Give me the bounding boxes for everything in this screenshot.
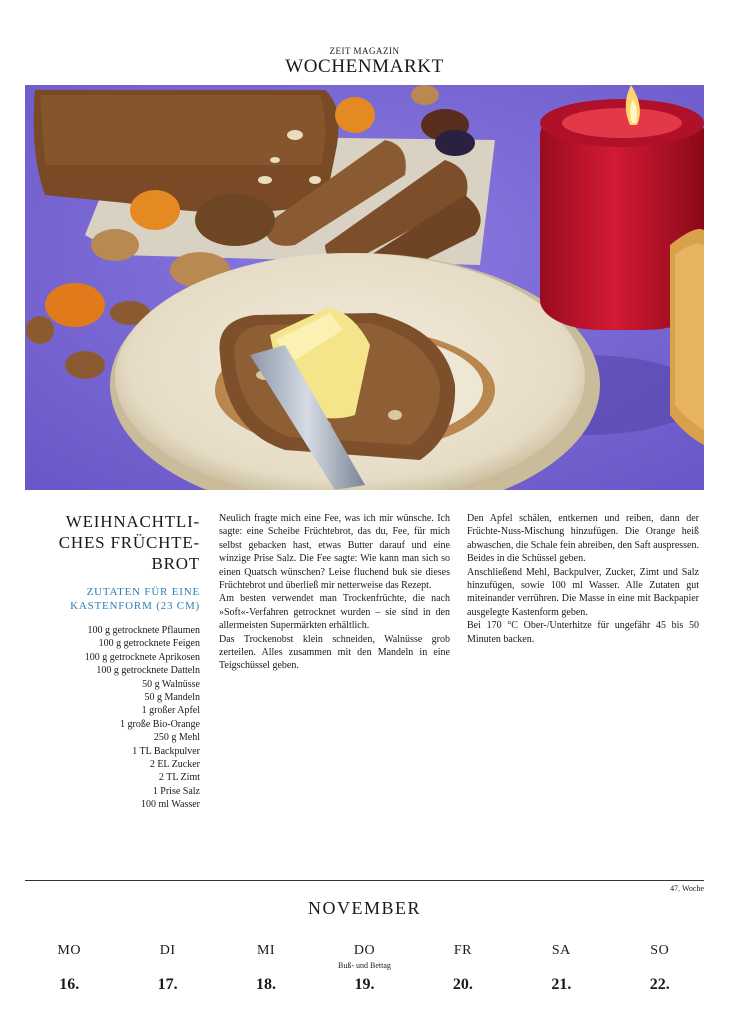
day-holiday [512, 960, 610, 972]
day-number: 17. [157, 976, 178, 993]
day-number: 16. [59, 976, 80, 993]
ingredient-item: 1 großer Apfel [141, 705, 200, 717]
ingredient-item: 1 große Bio-Orange [120, 718, 200, 730]
method-paragraph: Bei 170 °C Ober-/Unterhitze für ungefähr 45 bis 50 Minuten backen. [467, 620, 699, 645]
recipe-intro-column [219, 512, 450, 673]
masthead [0, 46, 729, 77]
day-name: DO [353, 943, 376, 958]
title-line-1: WEIHNACHTLI- [65, 512, 200, 531]
month-title: NOVEMBER [307, 898, 421, 918]
day-cell-tuesday [118, 942, 216, 996]
calendar-week [20, 942, 709, 996]
ingredients-heading [40, 585, 200, 613]
day-cell-thursday [315, 942, 413, 996]
day-name: SO [650, 943, 670, 958]
calendar-divider [25, 880, 704, 881]
subtitle-line-2: KASTENFORM (23 CM) [70, 600, 200, 612]
day-number: 20. [452, 976, 473, 993]
day-number: 22. [649, 976, 670, 993]
ingredient-item: 2 EL Zucker [149, 759, 200, 771]
ingredient-item: 250 g Mehl [153, 732, 200, 744]
day-name: MO [57, 943, 81, 958]
ingredient-item: 50 g Walnüsse [142, 678, 200, 690]
masthead-zeit-magazin: ZEIT MAGAZIN [329, 46, 400, 56]
recipe-method-column [467, 512, 699, 646]
method-paragraph: Den Apfel schälen, entkernen und reiben, dann der Früchte-Nuss-Mischung hinzufügen. Die Orange heiß abwaschen, die Schale fein abreiben, den Saft auspressen. Beides in die Schüssel geben. [467, 513, 699, 565]
day-holiday: Buß- und Bettag [338, 961, 391, 970]
day-holiday [217, 960, 315, 972]
ingredient-item: 100 g getrocknete Datteln [96, 665, 200, 677]
ingredient-item: 100 g getrocknete Feigen [98, 638, 200, 650]
ingredient-item: 1 Prise Salz [152, 785, 200, 797]
day-name: FR [453, 943, 472, 958]
day-name: MI [256, 943, 276, 958]
title-line-3: BROT [151, 554, 200, 573]
title-line-2: CHES FRÜCHTE- [58, 533, 200, 552]
day-holiday [611, 960, 709, 972]
intro-paragraph: Neulich fragte mich eine Fee, was ich mir wünsche. Ich sagte: eine Scheibe Früchtebrot, das du, Fee, für mich selbst gebacken hast, etwas Butter darauf und eine winzige Prise Salz. Die Fee sagte: Wie kann man sich so einen Quatsch wünschen? Leise fluchend buk sie dieses Früchtebrot und überließ mir netterweise das Rezept. [219, 513, 450, 592]
day-holiday [20, 960, 118, 972]
masthead-wochenmarkt: WOCHENMARKT [285, 56, 444, 77]
day-cell-monday [20, 942, 118, 996]
day-number: 19. [354, 976, 375, 993]
day-cell-friday [414, 942, 512, 996]
day-cell-saturday [512, 942, 610, 996]
ingredient-item: 100 g getrocknete Aprikosen [84, 651, 200, 663]
ingredient-item: 1 TL Backpulver [132, 745, 200, 757]
day-number: 18. [256, 976, 277, 993]
day-name: SA [551, 943, 571, 958]
day-number: 21. [551, 976, 572, 993]
day-holiday [414, 960, 512, 972]
day-name: DI [159, 943, 176, 958]
subtitle-line-1: ZUTATEN FÜR EINE [86, 586, 200, 598]
method-paragraph: Anschließend Mehl, Backpulver, Zucker, Zimt und Salz hinzufügen, sowie 100 ml Wasser. Alle Zutaten gut miteinander verrühren. Die Masse in eine mit Backpapier ausgelegte Kastenform geben. [467, 566, 699, 618]
recipe-title [40, 511, 200, 574]
ingredient-item: 2 TL Zimt [158, 772, 200, 784]
recipe-photo [25, 85, 704, 490]
ingredient-item: 100 ml Wasser [140, 799, 200, 811]
intro-paragraph: Das Trockenobst klein schneiden, Walnüsse grob zerteilen. Alles zusammen mit den Mandeln in eine Teigschüssel geben. [219, 633, 450, 672]
day-cell-wednesday [217, 942, 315, 996]
day-holiday [118, 960, 216, 972]
intro-paragraph: Am besten verwendet man Trockenfrüchte, die nach »Soft«-Verfahren getrocknet wurden – sie sind in den allermeisten Supermärkten erhältlich. [219, 593, 450, 632]
day-cell-sunday [611, 942, 709, 996]
ingredient-item: 100 g getrocknete Pflaumen [87, 625, 200, 636]
week-label: 47. Woche [670, 884, 704, 893]
ingredient-item: 50 g Mandeln [144, 692, 200, 704]
ingredient-list [40, 624, 200, 812]
